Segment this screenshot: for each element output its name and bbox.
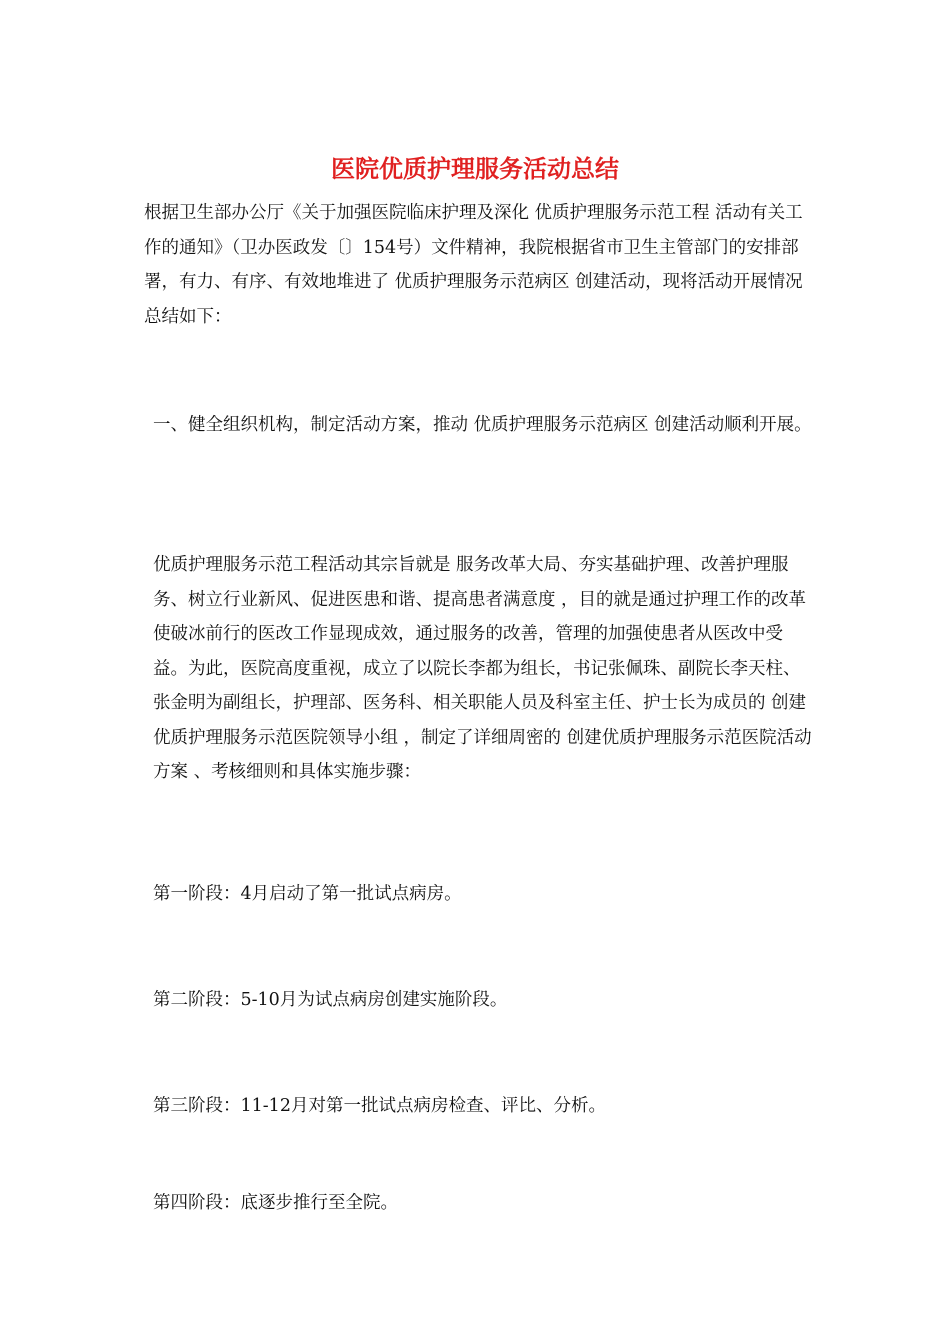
document-title: 医院优质护理服务活动总结	[331, 154, 619, 183]
section1-heading: 一、健全组织机构，制定活动方案，推动 优质护理服务示范病区 创建活动顺利开展。	[153, 415, 812, 435]
section1-body-paragraph: 优质护理服务示范工程活动其宗旨就是 服务改革大局、夯实基础护理、改善护理服务、树立行业新风、促进医患和谐、提高患者满意度 ，目的就是通过护理工作的改革使破冰前行的医改工作显现成效，通过服务的改善，管理的加强使患者从医改中受益。为此，医院高度重视，成立了以院长李都为组长，书记张佩珠、副院长李天柱、张金明为副组长，护理部、医务科、相关职能人员及科室主任、护士长为成员的 创建优质护理服务示范医院领导小组 ，制定了详细周密的 创建优质护理服务示范医院活动方案 、考核细则和具体实施步骤：	[153, 555, 812, 782]
stage2-paragraph: 第二阶段：5-10月为试点病房创建实施阶段。	[153, 990, 508, 1010]
intro-paragraph: 根据卫生部办公厅《关于加强医院临床护理及深化 优质护理服务示范工程 活动有关工作的通知》（卫办医政发〔〕154号）文件精神，我院根据省市卫生主管部门的安排部署，有力、有序、有效地堆进了 优质护理服务示范病区 创建活动，现将活动开展情况总结如下：	[144, 203, 803, 327]
stage1-paragraph: 第一阶段：4月启动了第一批试点病房。	[153, 884, 462, 904]
stage3-paragraph: 第三阶段：11-12月对第一批试点病房检查、评比、分析。	[153, 1096, 606, 1116]
stage4-paragraph: 第四阶段：底逐步推行至全院。	[153, 1193, 398, 1213]
